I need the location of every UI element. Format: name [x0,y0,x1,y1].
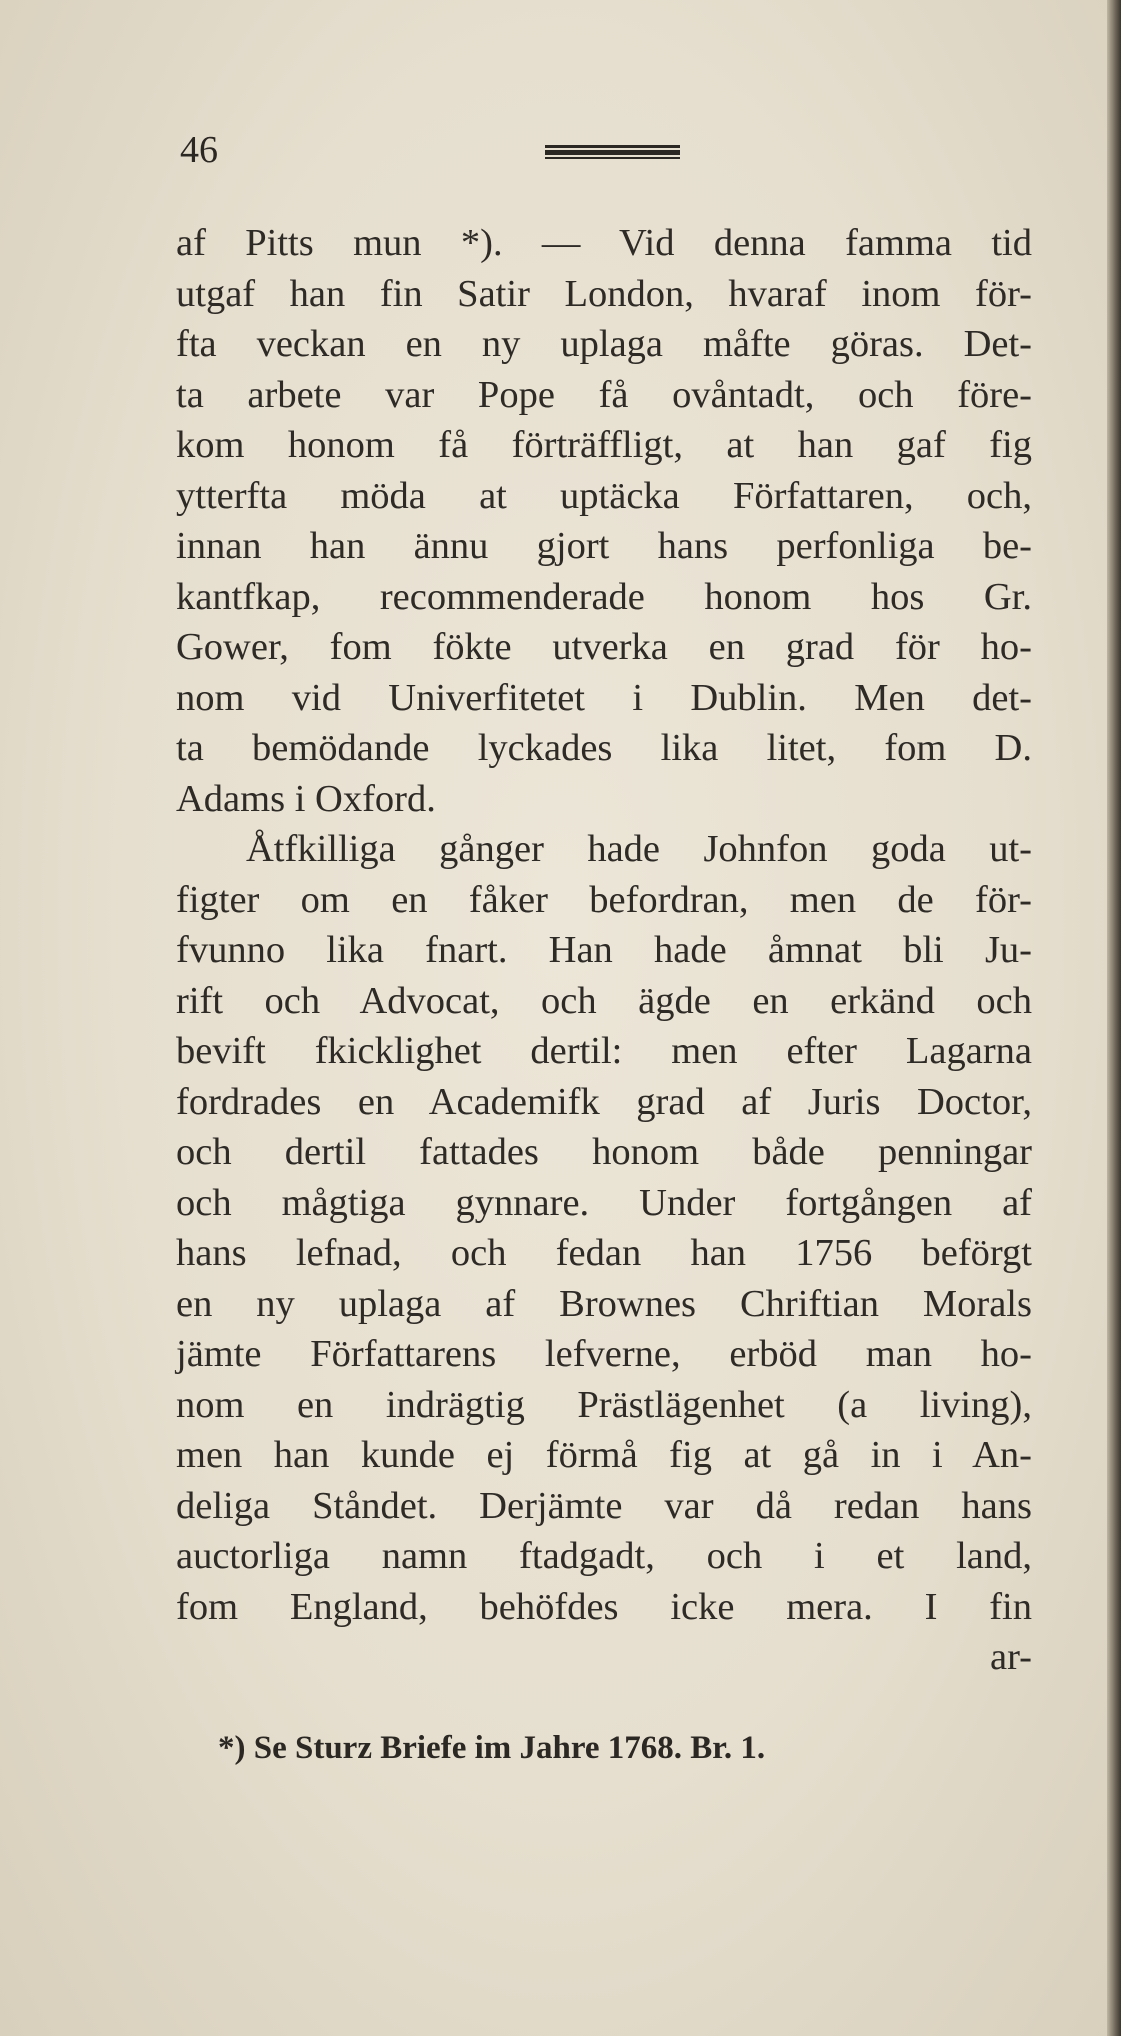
text-line: fom England, behöfdes icke mera. I fin [176,1585,1032,1628]
catchword: ar- [990,1636,1032,1678]
text-line: ytterfta möda at uptäcka Författaren, och, [176,474,1032,517]
text-line: jämte Författarens lefverne, erböd man ho- [176,1333,1032,1375]
text-line: figter om en fåker befordran, men de för- [176,878,1032,921]
book-spine-edge [1107,0,1121,2036]
text-line: nom en indrägtig Prästlägenhet (a living), [176,1383,1032,1426]
text-line: utgaf han fin Satir London, hvaraf inom för- [176,272,1032,315]
text-line: deliga Ståndet. Derjämte var då redan hans [176,1484,1032,1527]
text-line: kantfkap, recommenderade honom hos Gr. [176,575,1032,618]
text-line: nom vid Univerfitetet i Dublin. Men det- [176,676,1032,719]
header-ornament [545,145,680,159]
text-line: Åtfkilliga gånger hade Johnfon goda ut- [246,828,1032,870]
text-line: en ny uplaga af Brownes Chriftian Morals [176,1282,1032,1325]
text-line: auctorliga namn ftadgadt, och i et land, [176,1535,1032,1577]
text-line: Adams i Oxford. [176,777,436,820]
text-line: men han kunde ej förmå fig at gå in i An- [176,1434,1032,1476]
text-line: fordrades en Academifk grad af Juris Doctor, [176,1080,1032,1123]
text-line: hans lefnad, och fedan han 1756 beförgt [176,1232,1032,1274]
text-line: bevift fkicklighet dertil: men efter Lagarna [176,1030,1032,1072]
text-line: Gower, fom fökte utverka en grad för ho- [176,626,1032,668]
text-line: innan han ännu gjort hans perfonliga be- [176,525,1032,567]
page-number: 46 [180,129,218,171]
text-line: af Pitts mun *). — Vid denna famma tid [176,222,1032,264]
text-line: fta veckan en ny uplaga måfte göras. Det- [176,323,1032,365]
text-line: kom honom få förträffligt, at han gaf fig [176,424,1032,466]
footnote: *) Se Sturz Briefe im Jahre 1768. Br. 1. [218,1730,766,1766]
text-line: rift och Advocat, och ägde en erkänd och [176,979,1032,1022]
text-line: fvunno lika fnart. Han hade åmnat bli Ju- [176,929,1032,971]
text-line: ta arbete var Pope få ovåntadt, och före- [176,373,1032,416]
text-line: och mågtiga gynnare. Under fortgången af [176,1181,1032,1224]
text-line: och dertil fattades honom både penningar [176,1131,1032,1173]
body-text [176,218,1032,1683]
text-line: ta bemödande lyckades lika litet, fom D. [176,727,1032,769]
